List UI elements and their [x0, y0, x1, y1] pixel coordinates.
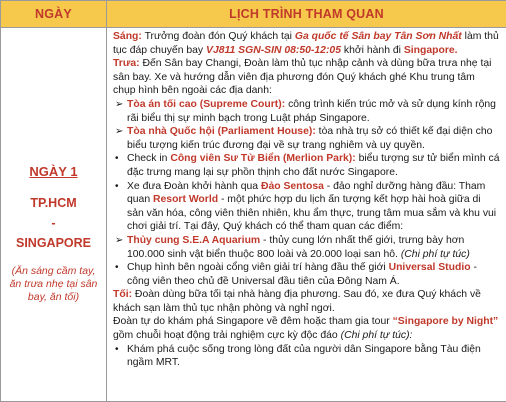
schedule-cell: [107, 28, 506, 402]
list-item: • Check in Công viên Sư Tử Biển (Merlion Park): biểu tượng sư tử biển mình cá đặc trưng mang lại sự phồn thịnh cho đất nước Singapore.: [113, 152, 500, 179]
arrow-bullet-icon: ➢: [115, 234, 123, 248]
merlion-name: Công viên Sư Tử Biển (Merlion Park):: [170, 153, 355, 164]
list-item: ➢ Tòa nhà Quốc hội (Parliament House): tòa nhà trụ sở có thiết kế đại diện cho biểu tượng kiến trúc đương đại về sự trang nghiêm và uy quyền.: [113, 125, 500, 152]
day-title: NGÀY 1: [5, 164, 102, 179]
destination: Singapore.: [404, 45, 458, 56]
meals-note: (Ăn sáng cầm tay, ăn trưa nhẹ tại sân bay, ăn tối): [5, 265, 102, 304]
list-item: • Chụp hình bên ngoài cổng viên giải trí hàng đầu thế giới Universal Studio - công viên theo chủ đề Universal đầu tiên của Đông Nam Á.: [113, 261, 500, 288]
header-row: [1, 1, 506, 28]
aquarium-name: Thủy cung S.E.A Aquarium: [127, 235, 260, 246]
bullet-icon: •: [115, 261, 119, 275]
list-item: ➢ Thủy cung S.E.A Aquarium - thủy cung lớn nhất thế giới, trưng bày hơn 100.000 sinh vật biển thuộc 800 loài và 20.000 loại san hô. (Chi phí tự túc): [113, 234, 500, 261]
noon-paragraph: Trưa: Đến Sân bay Changi, Đoàn làm thủ tục nhập cảnh và dùng bữa trưa nhẹ tại sân bay. Xe và hướng dẫn viên địa phương đón Quý khách ghé Khu trung tâm chụp hình bên ngoài các địa danh:: [113, 57, 500, 98]
landmark-list: [113, 98, 500, 288]
arrow-bullet-icon: ➢: [115, 125, 123, 139]
flight-code: VJ811 SGN-SIN 08:50-12:05: [206, 45, 341, 56]
night-tour-name: “Singapore by Night”: [393, 316, 499, 327]
night-paragraph: Đoàn tự do khám phá Singapore về đêm hoặc tham gia tour “Singapore by Night” gồm chuỗi hoạt động trải nghiệm cực kỳ độc đáo (Chi phí tự túc):: [113, 315, 500, 342]
parliament-name: Tòa nhà Quốc hội (Parliament House):: [127, 126, 316, 137]
arrow-bullet-icon: ➢: [115, 98, 123, 112]
bullet-icon: •: [115, 152, 119, 166]
header-day: NGÀY: [1, 1, 107, 28]
supreme-court-name: Tòa án tối cao (Supreme Court):: [127, 99, 285, 110]
header-schedule: LỊCH TRÌNH THAM QUAN: [107, 1, 506, 28]
list-item: ➢ Tòa án tối cao (Supreme Court): công trình kiến trúc mở và sử dụng kính rộng rãi biểu thị sự minh bạch trong Luật pháp Singapore.: [113, 98, 500, 125]
city-from: TP.HCM: [5, 193, 102, 213]
night-list: [113, 343, 500, 370]
list-item: • Xe đưa Đoàn khởi hành qua Đảo Sentosa - đảo nghỉ dưỡng hàng đầu: Tham quan Resort World - một phức hợp du lịch ấn tượng kết hợp hài hoà giữa di sản văn hóa, công viên thiên nhiên, khu ẩm thực, trung tâm mua sắm và khu vui chơi giải trí. Tại đây, Quý khách có thể tham quan các điểm:: [113, 180, 500, 234]
airport-name: Ga quốc tế Sân bay Tân Sơn Nhất: [295, 31, 462, 42]
evening-paragraph: Tối: Đoàn dùng bữa tối tại nhà hàng địa phương. Sau đó, xe đưa Quý khách về khách sạn làm thủ tục nhận phòng và nghỉ ngơi.: [113, 288, 500, 315]
morning-label: Sáng:: [113, 31, 142, 42]
bullet-icon: •: [115, 180, 119, 194]
morning-paragraph: Sáng: Trưởng đoàn đón Quý khách tại Ga quốc tế Sân bay Tân Sơn Nhất làm thủ tục đáp chuyến bay VJ811 SGN-SIN 08:50-12:05 khởi hành đi Singapore.: [113, 30, 500, 57]
route-dash: -: [5, 213, 102, 233]
day-cell: [1, 28, 107, 402]
city-to: SINGAPORE: [5, 233, 102, 253]
noon-label: Trưa:: [113, 58, 140, 69]
universal-name: Universal Studio: [389, 262, 471, 273]
resort-world-name: Resort World: [153, 194, 218, 205]
cost-note: (Chi phí tự túc): [401, 249, 470, 260]
evening-label: Tối:: [113, 289, 132, 300]
day-route: [5, 193, 102, 253]
list-item: • Khám phá cuộc sống trong lòng đất của người dân Singapore bằng Tàu điện ngầm MRT.: [113, 343, 500, 370]
sentosa-name: Đảo Sentosa: [261, 181, 324, 192]
cost-note: (Chi phí tự túc):: [341, 330, 413, 341]
bullet-icon: •: [115, 343, 119, 357]
schedule-content: [107, 28, 506, 401]
day-row: [1, 28, 506, 402]
